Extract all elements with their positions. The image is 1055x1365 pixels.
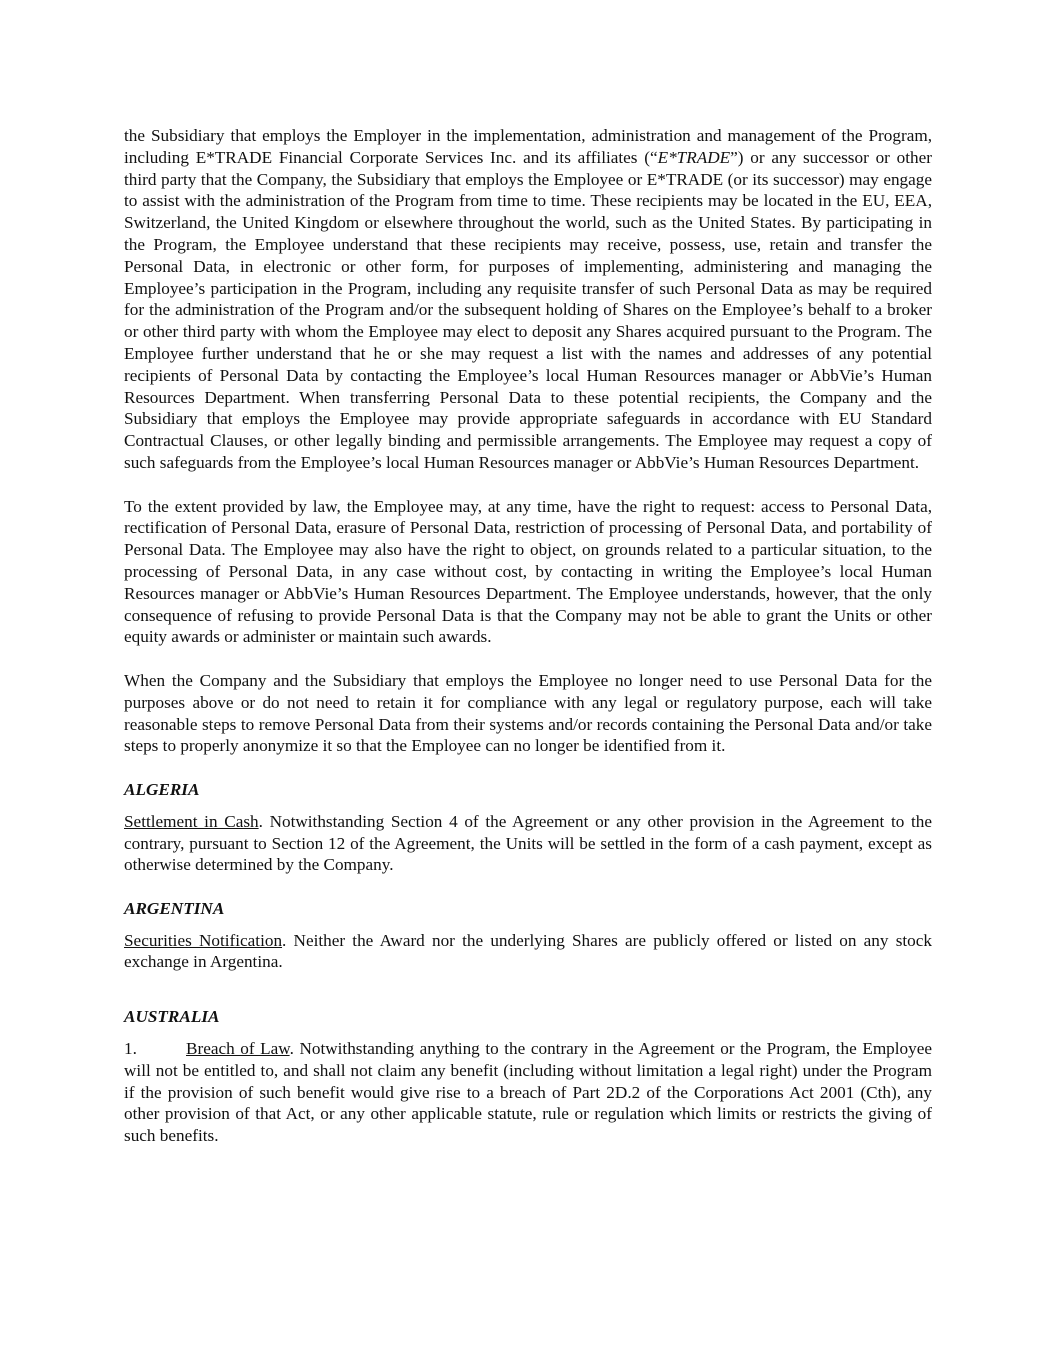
intro-text-part1: the Subsidiary that employs the Employer in the implementation, administration and management of the Program, including E*TRADE Financial Corporate Services Inc. and its affiliates (“ [124, 126, 932, 167]
australia-clause-body: . Notwithstanding anything to the contrary in the Agreement or the Program, the Employee will not be entitled to, and shall not claim any benefit (including without limitation a legal right) under the Program if the provision of such benefit would give rise to a breach of Part 2D.2 of the Corporations Act 2001 (Cth), any other provision of that Act, or any other applicable statute, rule or regulation which limits or restricts the giving of such benefits. [124, 1039, 932, 1146]
intro-paragraph [124, 125, 932, 474]
retention-paragraph: When the Company and the Subsidiary that employs the Employee no longer need to use Personal Data for the purposes above or do not need to retain it for compliance with any legal or regulatory purpose, each will take reasonable steps to remove Personal Data from their systems and/or records containing the Personal Data and/or take steps to properly anonymize it so that the Employee can no longer be identified from it. [124, 670, 932, 756]
australia-paragraph [124, 1038, 932, 1147]
australia-clause-title: Breach of Law [186, 1039, 290, 1059]
section-heading-argentina: ARGENTINA [124, 898, 225, 918]
australia-clause-number: 1. [124, 1039, 137, 1059]
intro-text-part2: ”) or any successor or other third party that the Company, the Subsidiary that employs the Employee or E*TRADE (or its successor) may engage to assist with the administration of the Program from time to time. These recipients may be located in the EU, EEA, Switzerland, the United Kingdom or elsewhere throughout the world, such as the United States. By participating in the Program, the Employee understand that these recipients may receive, possess, use, retain and transfer the Personal Data, in electronic or other form, for purposes of implementing, administering and managing the Employee’s participation in the Program, including any requisite transfer of such Personal Data as may be required for the administration of the Program and/or the subsequent holding of Shares on the Employee’s behalf to a broker or other third party with whom the Employee may elect to deposit any Shares acquired pursuant to the Program. The Employee further understand that he or she may request a list with the names and addresses of any potential recipients of Personal Data by contacting the Employee’s local Human Resources manager or AbbVie’s Human Resources Department. When transferring Personal Data to these potential recipients, the Company and the Subsidiary that employs the Employee may provide appropriate safeguards in accordance with EU Standard Contractual Clauses, or other legally binding and permissible arrangements. The Employee may request a copy of such safeguards from the Employee’s local Human Resources manager or AbbVie’s Human Resources Department. [124, 147, 932, 472]
section-heading-algeria: ALGERIA [124, 779, 200, 799]
paragraph-spacer [124, 757, 932, 779]
section-heading-australia: AUSTRALIA [124, 1007, 220, 1027]
argentina-clause-body: . Neither the Award nor the underlying Shares are publicly offered or listed on any stock exchange in Argentina. [124, 930, 932, 972]
argentina-clause-title: Securities Notification [124, 930, 283, 950]
heading-spacer [124, 1028, 932, 1038]
rights-paragraph: To the extent provided by law, the Employee may, at any time, have the right to request: access to Personal Data, rectification of Personal Data, erasure of Personal Data, restriction of processing of Personal Data, and portability of Personal Data. The Employee may also have the right to object, on grounds related to a particular situation, to the processing of Personal Data, in any case without cost, by contacting in writing the Employee’s local Human Resources manager or AbbVie’s Human Resources Department. The Employee understands, however, that the only consequence of refusing to provide Personal Data is that the Company may not be able to grant the Units or other equity awards or administer or maintain such awards. [124, 496, 932, 647]
heading-spacer [124, 920, 932, 930]
document-page [124, 125, 932, 1147]
argentina-paragraph [124, 930, 932, 974]
heading-spacer [124, 801, 932, 811]
paragraph-spacer [124, 973, 932, 1006]
paragraph-spacer [124, 474, 932, 496]
paragraph-spacer [124, 648, 932, 670]
algeria-clause-body: . Notwithstanding Section 4 of the Agreement or any other provision in the Agreement to the contrary, pursuant to Section 12 of the Agreement, the Units will be settled in the form of a cash payment, except as otherwise determined by the Company. [124, 811, 932, 875]
etrade-defined-term: E*TRADE [657, 147, 731, 167]
algeria-paragraph [124, 811, 932, 876]
algeria-clause-title: Settlement in Cash [124, 811, 259, 831]
paragraph-spacer [124, 876, 932, 898]
